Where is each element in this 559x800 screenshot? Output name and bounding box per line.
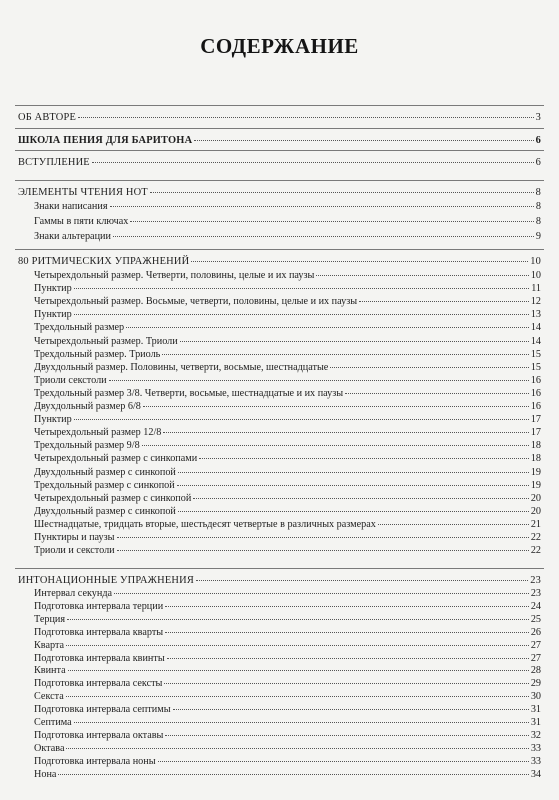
toc-entry-label: Двухдольный размер с синкопой (34, 466, 176, 478)
toc-entry-label: Пунктиры и паузы (34, 532, 115, 543)
toc-entry (34, 627, 541, 639)
page-number: 16 (530, 387, 541, 399)
toc-section-label: ЭЛЕМЕНТЫ ЧТЕНИЯ НОТ (18, 187, 148, 198)
toc-entry-label: Пунктир (34, 414, 72, 426)
toc-entry-label: Подготовка интервала квинты (34, 652, 165, 664)
toc-entry-label: Знаки написания (34, 201, 108, 212)
page-number: 27 (530, 652, 541, 664)
toc-entry-label: Подготовка интервала октавы (34, 729, 164, 741)
toc-section (18, 256, 541, 268)
toc-entry-label: Септима (34, 717, 72, 728)
toc-section (18, 157, 541, 169)
dot-leader (162, 354, 529, 355)
toc-entry-label: Трехдольный размер. Триоль (34, 348, 161, 360)
toc-entry (34, 756, 541, 768)
dot-leader (165, 632, 529, 633)
dot-leader (180, 341, 529, 342)
dot-leader (173, 709, 529, 710)
dot-leader (142, 445, 529, 446)
toc-entry (34, 414, 541, 426)
toc-entry-label: Квинта (34, 665, 66, 677)
toc-entry (34, 678, 541, 690)
dot-leader (164, 683, 528, 684)
page-number: 20 (530, 492, 541, 504)
toc-entry-label: Четырехдольный размер с синкопами (34, 453, 198, 465)
page-number: 33 (530, 755, 541, 767)
dot-leader (74, 314, 529, 315)
section-divider (15, 180, 544, 181)
dot-leader (66, 748, 528, 749)
toc-entry-label: Подготовка интервала ноны (34, 755, 156, 767)
dot-leader (74, 722, 529, 723)
dot-leader (199, 458, 529, 459)
page-number: 24 (530, 600, 541, 612)
dot-leader (359, 301, 529, 302)
toc-entry (34, 665, 541, 677)
toc-entry (34, 283, 541, 295)
toc-entry-label: Четырехдольный размер 12/8 (34, 427, 162, 439)
toc-entry-label: Секста (34, 691, 64, 703)
toc-entry-label: Шестнадцатые, тридцать вторые, шестьдесят четвертые в различных размерах (34, 518, 376, 530)
dot-leader (109, 380, 529, 381)
toc-entry (34, 322, 541, 334)
toc-entry (34, 532, 541, 544)
toc-section (18, 135, 541, 147)
section-divider (15, 249, 544, 250)
page-number: 23 (530, 575, 541, 586)
toc-section (18, 187, 541, 199)
toc-entry (34, 691, 541, 703)
toc-entry (34, 270, 541, 282)
toc-entry (34, 440, 541, 452)
dot-leader (158, 761, 529, 762)
section-divider (15, 128, 544, 129)
toc-entry (34, 349, 541, 361)
toc-entry (34, 769, 541, 781)
dot-leader (68, 670, 529, 671)
page-number: 18 (530, 453, 541, 465)
dot-leader (78, 117, 534, 118)
page-number: 33 (530, 742, 541, 754)
page-number: 17 (530, 427, 541, 439)
page-number: 3 (535, 112, 541, 123)
page-number: 16 (530, 374, 541, 386)
page-number: 15 (530, 361, 541, 373)
toc-entry (34, 453, 541, 465)
page-number: 8 (535, 216, 541, 227)
dot-leader (150, 192, 534, 193)
dot-leader (191, 261, 528, 262)
page-number: 19 (530, 479, 541, 491)
page-number: 17 (530, 414, 541, 426)
toc-entry (34, 743, 541, 755)
dot-leader (126, 327, 529, 328)
dot-leader (58, 774, 528, 775)
toc-entry (34, 653, 541, 665)
page-number: 31 (530, 717, 541, 728)
toc-section (18, 575, 541, 587)
toc-entry-label: Нона (34, 768, 57, 780)
toc-entry (34, 519, 541, 531)
toc-entry (34, 717, 541, 729)
section-divider (15, 105, 544, 106)
dot-leader (66, 645, 529, 646)
page-number: 14 (530, 335, 541, 347)
page-number: 19 (530, 466, 541, 478)
toc-entry (34, 480, 541, 492)
dot-leader (66, 696, 529, 697)
dot-leader (330, 367, 528, 368)
toc-entry (34, 493, 541, 505)
page-number: 18 (530, 440, 541, 452)
dot-leader (114, 593, 529, 594)
toc-entry (34, 601, 541, 613)
toc-entry-label: Подготовка интервала септимы (34, 704, 171, 716)
dot-leader (178, 511, 529, 512)
toc-entry-label: Пунктир (34, 309, 72, 321)
section-divider (15, 150, 544, 151)
toc-entry (34, 401, 541, 413)
dot-leader (167, 658, 529, 659)
toc-entry-label: Четырехдольный размер. Четверти, половины, целые и их паузы (34, 270, 315, 281)
toc-entry (34, 375, 541, 387)
page-number: 15 (530, 348, 541, 360)
toc-entry-label: Интервал секунда (34, 588, 113, 599)
page-number: 22 (530, 545, 541, 557)
toc-entry (34, 201, 541, 213)
toc-entry (34, 614, 541, 626)
page-number: 14 (530, 322, 541, 334)
toc-entry (34, 704, 541, 716)
dot-leader (113, 236, 534, 237)
toc-entry (34, 506, 541, 518)
toc-entry (34, 730, 541, 742)
dot-leader (165, 735, 528, 736)
toc-entry-label: Триоли и секстоли (34, 545, 115, 557)
page-number: 6 (535, 157, 541, 168)
page-number: 30 (530, 691, 541, 703)
toc-entry-label: Октава (34, 742, 65, 754)
toc-entry (34, 362, 541, 374)
toc-entry-label: Трехдольный размер с синкопой (34, 479, 175, 491)
toc-section-label: 80 РИТМИЧЕСКИХ УПРАЖНЕНИЙ (18, 256, 190, 267)
page-number: 16 (530, 401, 541, 412)
page-number: 8 (535, 187, 541, 198)
toc-entry-label: Пунктир (34, 283, 72, 295)
page-number: 21 (530, 518, 541, 530)
toc-entry-label: Подготовка интервала кварты (34, 626, 164, 638)
page-number: 32 (530, 729, 541, 741)
dot-leader (165, 606, 529, 607)
toc-entry-label: Подготовка интервала сексты (34, 678, 163, 690)
dot-leader (143, 406, 529, 407)
toc-entry-label: Двухдольный размер 6/8 (34, 401, 141, 412)
dot-leader (163, 432, 528, 433)
page-number: 25 (530, 613, 541, 625)
dot-leader (316, 275, 528, 276)
dot-leader (74, 419, 529, 420)
dot-leader (378, 524, 529, 525)
toc-entry-label: Четырехдольный размер. Восьмые, четверти, половины, целые и их паузы (34, 296, 358, 308)
toc-entry (34, 309, 541, 321)
page-number: 6 (535, 135, 541, 146)
dot-leader (92, 162, 534, 163)
page-number: 20 (530, 505, 541, 517)
toc-section-label: ВСТУПЛЕНИЕ (18, 157, 90, 168)
dot-leader (177, 485, 529, 486)
dot-leader (194, 140, 533, 141)
page-number: 34 (530, 768, 541, 780)
page-number: 11 (531, 283, 541, 295)
dot-leader (196, 580, 528, 581)
dot-leader (117, 550, 529, 551)
toc-entry (34, 216, 541, 228)
toc-section-label: ОБ АВТОРЕ (18, 112, 77, 123)
toc-entry (34, 296, 541, 308)
page-number: 26 (530, 626, 541, 638)
toc-entry (34, 427, 541, 439)
dot-leader (117, 537, 529, 538)
toc-entry (34, 231, 541, 243)
toc-entry (34, 640, 541, 652)
toc-entry-label: Триоли секстоли (34, 374, 107, 386)
page-number: 8 (535, 201, 541, 212)
page-title: СОДЕРЖАНИЕ (200, 34, 359, 58)
toc-entry-label: Трехдольный размер (34, 322, 125, 334)
toc-entry-label: Трехдольный размер 9/8 (34, 440, 140, 452)
toc-entry-label: Четырехдольный размер с синкопой (34, 492, 192, 504)
toc-entry-label: Трехдольный размер 3/8. Четверти, восьмые, шестнадцатые и их паузы (34, 387, 344, 399)
dot-leader (130, 221, 534, 222)
page-number: 10 (530, 256, 541, 267)
dot-leader (193, 498, 529, 499)
dot-leader (110, 206, 534, 207)
page-number: 31 (530, 704, 541, 716)
page-number: 27 (530, 639, 541, 651)
toc-entry-label: Подготовка интервала терции (34, 600, 164, 612)
toc-entry-label: Знаки альтерации (34, 231, 111, 242)
dot-leader (178, 472, 529, 473)
toc-entry-label: Двухдольный размер. Половины, четверти, восьмые, шестнадцатые (34, 361, 329, 373)
dot-leader (345, 393, 529, 394)
page-number: 23 (530, 588, 541, 599)
toc-entry (34, 467, 541, 479)
page-number: 29 (530, 678, 541, 690)
page-number: 22 (530, 532, 541, 543)
toc-entry-label: Четырехдольный размер. Триоли (34, 335, 178, 347)
toc-entry-label: Двухдольный размер с синкопой (34, 505, 176, 517)
toc-section (18, 112, 541, 124)
page-number: 13 (530, 309, 541, 321)
toc-entry-label: Терция (34, 613, 66, 625)
page-number: 28 (530, 665, 541, 677)
toc-entry (34, 388, 541, 400)
toc-section-label: ИНТОНАЦИОННЫЕ УПРАЖНЕНИЯ (18, 575, 194, 586)
toc-entry (34, 545, 541, 557)
toc-entry (34, 588, 541, 600)
toc-entry-label: Гаммы в пяти ключах (34, 216, 129, 227)
toc-section-label: ШКОЛА ПЕНИЯ ДЛЯ БАРИТОНА (18, 135, 193, 146)
page-number: 10 (530, 270, 541, 281)
dot-leader (67, 619, 529, 620)
page-number: 12 (530, 296, 541, 308)
section-divider (15, 568, 544, 569)
toc-entry-label: Кварта (34, 639, 65, 651)
toc-entry (34, 336, 541, 348)
page-number: 9 (535, 231, 541, 242)
dot-leader (74, 288, 529, 289)
